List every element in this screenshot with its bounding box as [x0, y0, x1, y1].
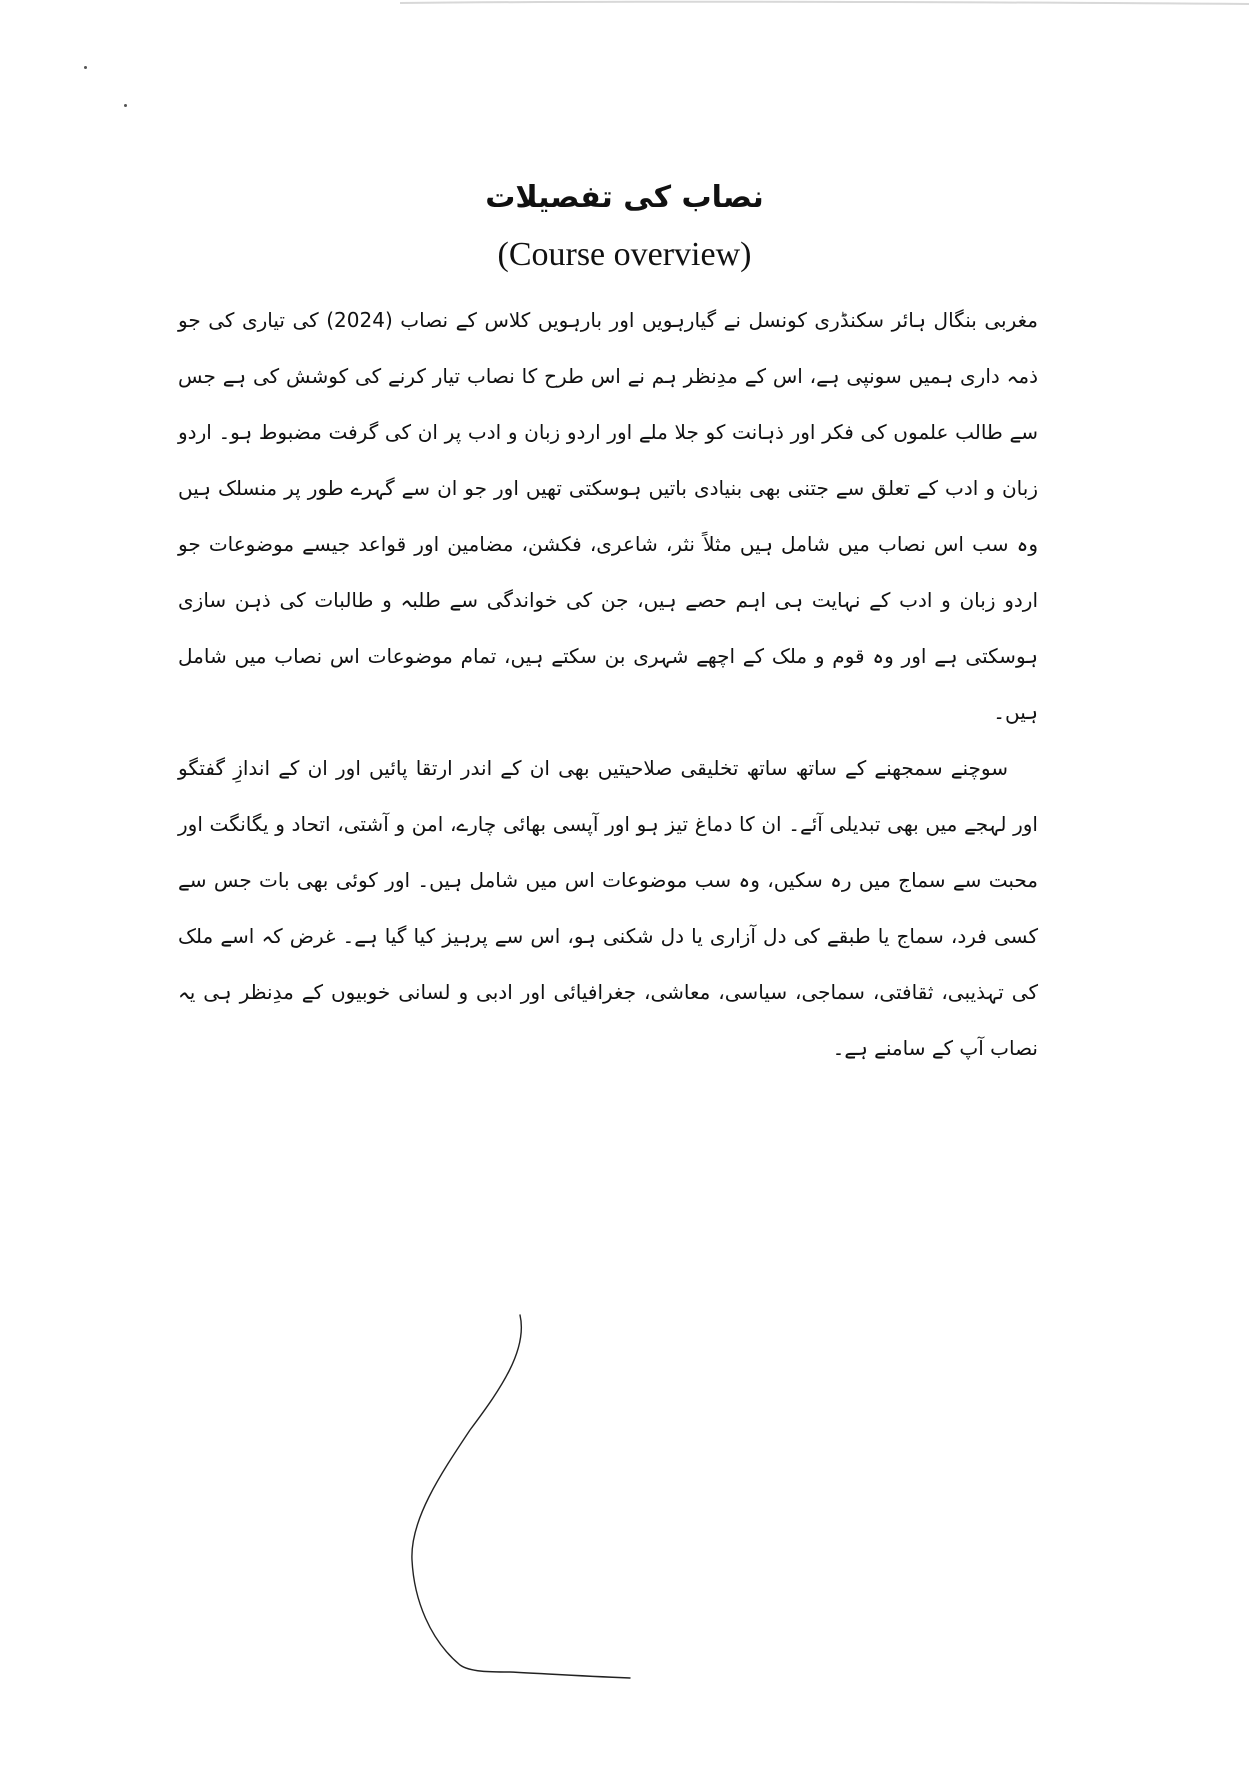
paragraph-2: سوچنے سمجھنے کے ساتھ ساتھ تخلیقی صلاحیتیں بھی ان کے اندر ارتقا پائیں اور ان کے اندازِ گفتگو اور لہجے میں بھی تبدیلی آئے۔ ان کا دماغ تیز ہو اور آپسی بھائی چارے، امن و آشتی، اتحاد و یگانگت اور محبت سے سماج میں رہ سکیں، وہ سب موضوعات اس میں شامل ہیں۔ اور کوئی بھی بات جس سے کسی فرد، سماج یا طبقے کی دل آزاری یا دل شکنی ہو، اس سے پرہیز کیا گیا ہے۔ غرض کہ اسے ملک کی تہذیبی، ثقافتی، سماجی، سیاسی، معاشی، جغرافیائی اور ادبی و لسانی خوبیوں کے مدِنظر ہی یہ نصاب آپ کے سامنے ہے۔	[178, 756, 1038, 1060]
paragraph-1: مغربی بنگال ہائر سکنڈری کونسل نے گیارہویں اور بارہویں کلاس کے نصاب (2024) کی تیاری کی جو ذمہ داری ہمیں سونپی ہے، اس کے مدِنظر ہم نے اس طرح کا نصاب تیار کرنے کی کوشش کی ہے جس سے طالب علموں کی فکر اور ذہانت کو جلا ملے اور اردو زبان و ادب پر ان کی گرفت مضبوط ہو۔ اردو زبان و ادب کے تعلق سے جتنی بھی بنیادی باتیں ہوسکتی تھیں اور جو ان سے گہرے طور پر منسلک ہیں وہ سب اس نصاب میں شامل ہیں مثلاً نثر، شاعری، فکشن، مضامین اور قواعد جیسے موضوعات جو اردو زبان و ادب کے نہایت ہی اہم حصے ہیں، جن کی خواندگی سے طلبہ و طالبات کی ذہن سازی ہوسکتی ہے اور وہ قوم و ملک کے اچھے شہری بن سکتے ہیں، تمام موضوعات اس نصاب میں شامل ہیں۔	[178, 308, 1038, 724]
handwritten-signature	[400, 1310, 650, 1690]
scan-speck	[124, 104, 127, 107]
body-text	[178, 292, 1038, 1076]
page-title-english: (Course overview)	[497, 236, 752, 273]
page-title-urdu: نصاب کی تفصیلات	[485, 180, 764, 215]
scan-speck	[84, 66, 87, 69]
scan-edge-shadow	[0, 0, 1249, 8]
